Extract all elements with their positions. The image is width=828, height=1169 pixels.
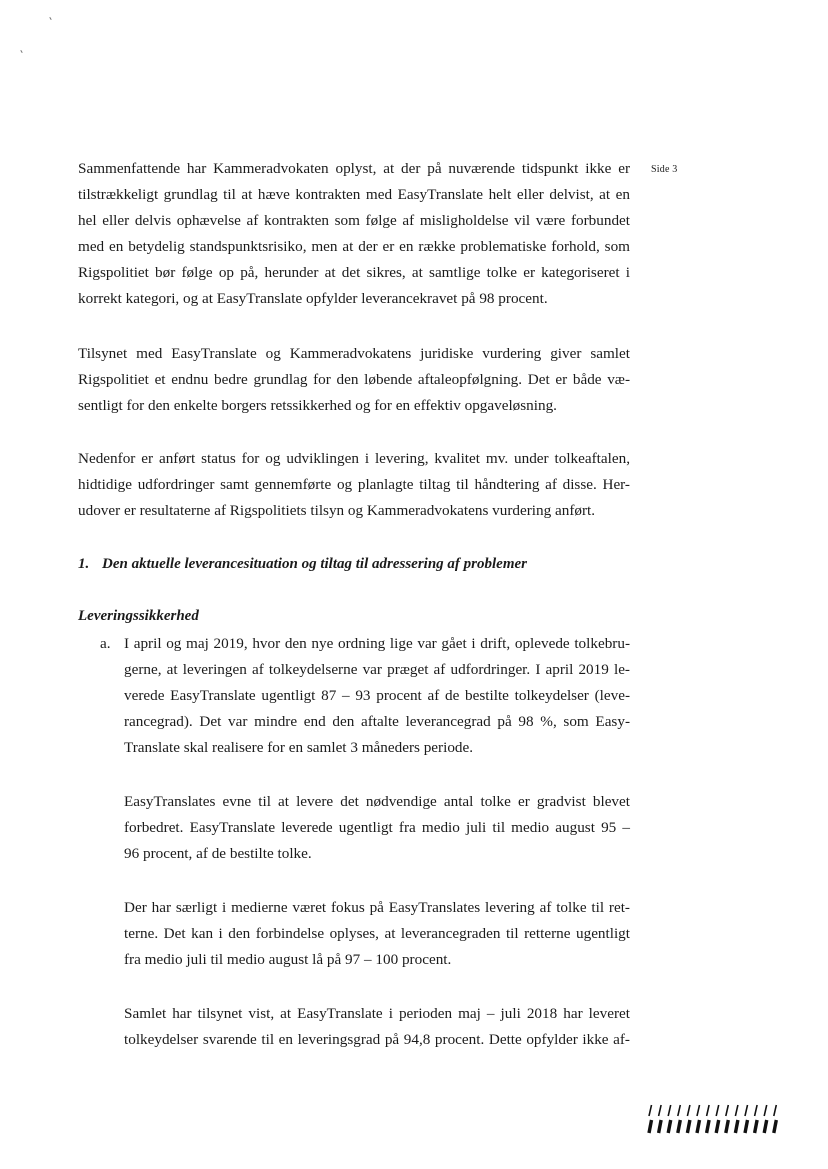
text-line: tilstrækkeligt grundlag til at hæve kontrakten med EasyTranslate helt eller delvist, at en	[78, 186, 630, 203]
text-line: Tilsynet med EasyTranslate og Kammeradvokatens juridiske vurdering giver samlet	[78, 345, 630, 362]
barcode-stroke	[678, 1120, 681, 1133]
text-line: fra medio juli til medio august lå på 97 – 100 procent.	[124, 951, 452, 968]
barcode-stroke	[668, 1105, 671, 1116]
list-item-paragraph	[124, 789, 630, 867]
barcode-stroke	[697, 1120, 700, 1133]
subsection-heading: Leveringssikkerhed	[78, 608, 199, 624]
barcode-stroke	[707, 1120, 710, 1133]
list-item-paragraph	[124, 895, 630, 973]
barcode-stroke	[687, 1105, 690, 1116]
text-line: Samlet har tilsynet vist, at EasyTranslate i perioden maj – juli 2018 har leveret	[124, 1005, 630, 1022]
barcode-stroke	[687, 1120, 690, 1133]
text-line: hel eller delvis ophævelse af kontrakten som følge af misligholdelse vil være forbundet	[78, 212, 630, 229]
barcode-stroke	[659, 1105, 662, 1116]
list-marker: a.	[100, 635, 111, 652]
section-title: Den aktuelle leverancesituation og tiltag til adressering af problemer	[102, 556, 527, 572]
text-line: korrekt kategori, og at EasyTranslate opfylder leverancekravet på 98 procent.	[78, 290, 548, 307]
text-line: sentligt for den enkelte borgers retssikkerhed og for en effektiv opgaveløsning.	[78, 397, 557, 414]
text-line: Sammenfattende har Kammeradvokaten oplyst, at der på nuværende tidspunkt ikke er	[78, 160, 630, 177]
barcode-stroke	[697, 1105, 700, 1116]
text-line: verede EasyTranslate ugentligt 87 – 93 procent af de bestilte tolkeydelser (leve-	[124, 687, 630, 704]
paragraph-status	[78, 446, 630, 524]
barcode-stroke	[707, 1105, 710, 1116]
barcode-stroke	[764, 1105, 767, 1116]
text-line: tolkeydelser svarende til en leveringsgrad på 94,8 procent. Dette opfylder ikke af-	[124, 1031, 630, 1048]
barcode-stroke	[649, 1120, 652, 1133]
text-line: Translate skal realisere for en samlet 3 måneders periode.	[124, 739, 474, 756]
barcode-stroke	[755, 1120, 758, 1133]
text-line: rancegrad). Det var mindre end den aftalte leverancegrad på 98 %, som Easy-	[124, 713, 630, 730]
text-line: 96 procent, af de bestilte tolke.	[124, 845, 312, 862]
barcode-stroke	[649, 1105, 652, 1116]
section-number: 1.	[78, 556, 90, 572]
barcode-stroke	[668, 1120, 671, 1133]
barcode-stroke	[755, 1105, 758, 1116]
barcode-stroke	[678, 1105, 681, 1116]
text-line: EasyTranslates evne til at levere det nødvendige antal tolke er gradvist blevet	[124, 793, 630, 810]
text-line: Der har særligt i medierne været fokus på EasyTranslates levering af tolke til ret-	[124, 899, 630, 916]
text-line: Rigspolitiet et endnu bedre grundlag for den løbende aftaleopfølgning. Det er både væ-	[78, 371, 630, 388]
paragraph-summary	[78, 156, 630, 312]
text-line: udover er resultaterne af Rigspolitiets tilsyn og Kammeradvokatens vurdering anført.	[78, 502, 596, 519]
text-line: forbedret. EasyTranslate leverede ugentligt fra medio juli til medio august 95 –	[124, 819, 630, 836]
barcode-stroke	[774, 1105, 777, 1116]
barcode-stroke	[745, 1105, 748, 1116]
text-line: Rigspolitiet bør følge op på, herunder at det sikres, at samtlige tolke er kategoriseret i	[78, 264, 630, 281]
list-item-paragraph	[124, 631, 630, 761]
barcode-stroke	[774, 1120, 777, 1133]
text-line: I april og maj 2019, hvor den nye ordning lige var gået i drift, oplevede tolkebru-	[124, 635, 630, 652]
list-item-paragraph	[124, 1001, 630, 1053]
barcode-stroke	[735, 1120, 738, 1133]
section-heading	[78, 551, 527, 577]
barcode-stroke	[716, 1120, 719, 1133]
barcode-stroke	[716, 1105, 719, 1116]
text-line: Nedenfor er anført status for og udviklingen i levering, kvalitet mv. under tolkeaftalen,	[78, 450, 630, 467]
barcode-stroke	[726, 1120, 729, 1133]
barcode-stroke	[659, 1120, 662, 1133]
text-line: hidtidige udfordringer samt gennemførte og planlagte tiltag til håndtering af disse. Her-	[78, 476, 630, 493]
barcode-stroke	[726, 1105, 729, 1116]
barcode-stroke	[735, 1105, 738, 1116]
barcode-icon	[646, 1104, 784, 1134]
text-line: gerne, at leveringen af tolkeydelserne var præget af udfordringer. I april 2019 le-	[124, 661, 630, 678]
paragraph-supervision	[78, 341, 630, 419]
text-line: med en betydelig standspunktsrisiko, men at der er en række problematiske forhold, som	[78, 238, 630, 255]
barcode-stroke	[764, 1120, 767, 1133]
text-line: terne. Det kan i den forbindelse oplyses, at leverancegraden til retterne ugentligt	[124, 925, 630, 942]
barcode-stroke	[745, 1120, 748, 1133]
page-label: Side 3	[651, 164, 678, 175]
